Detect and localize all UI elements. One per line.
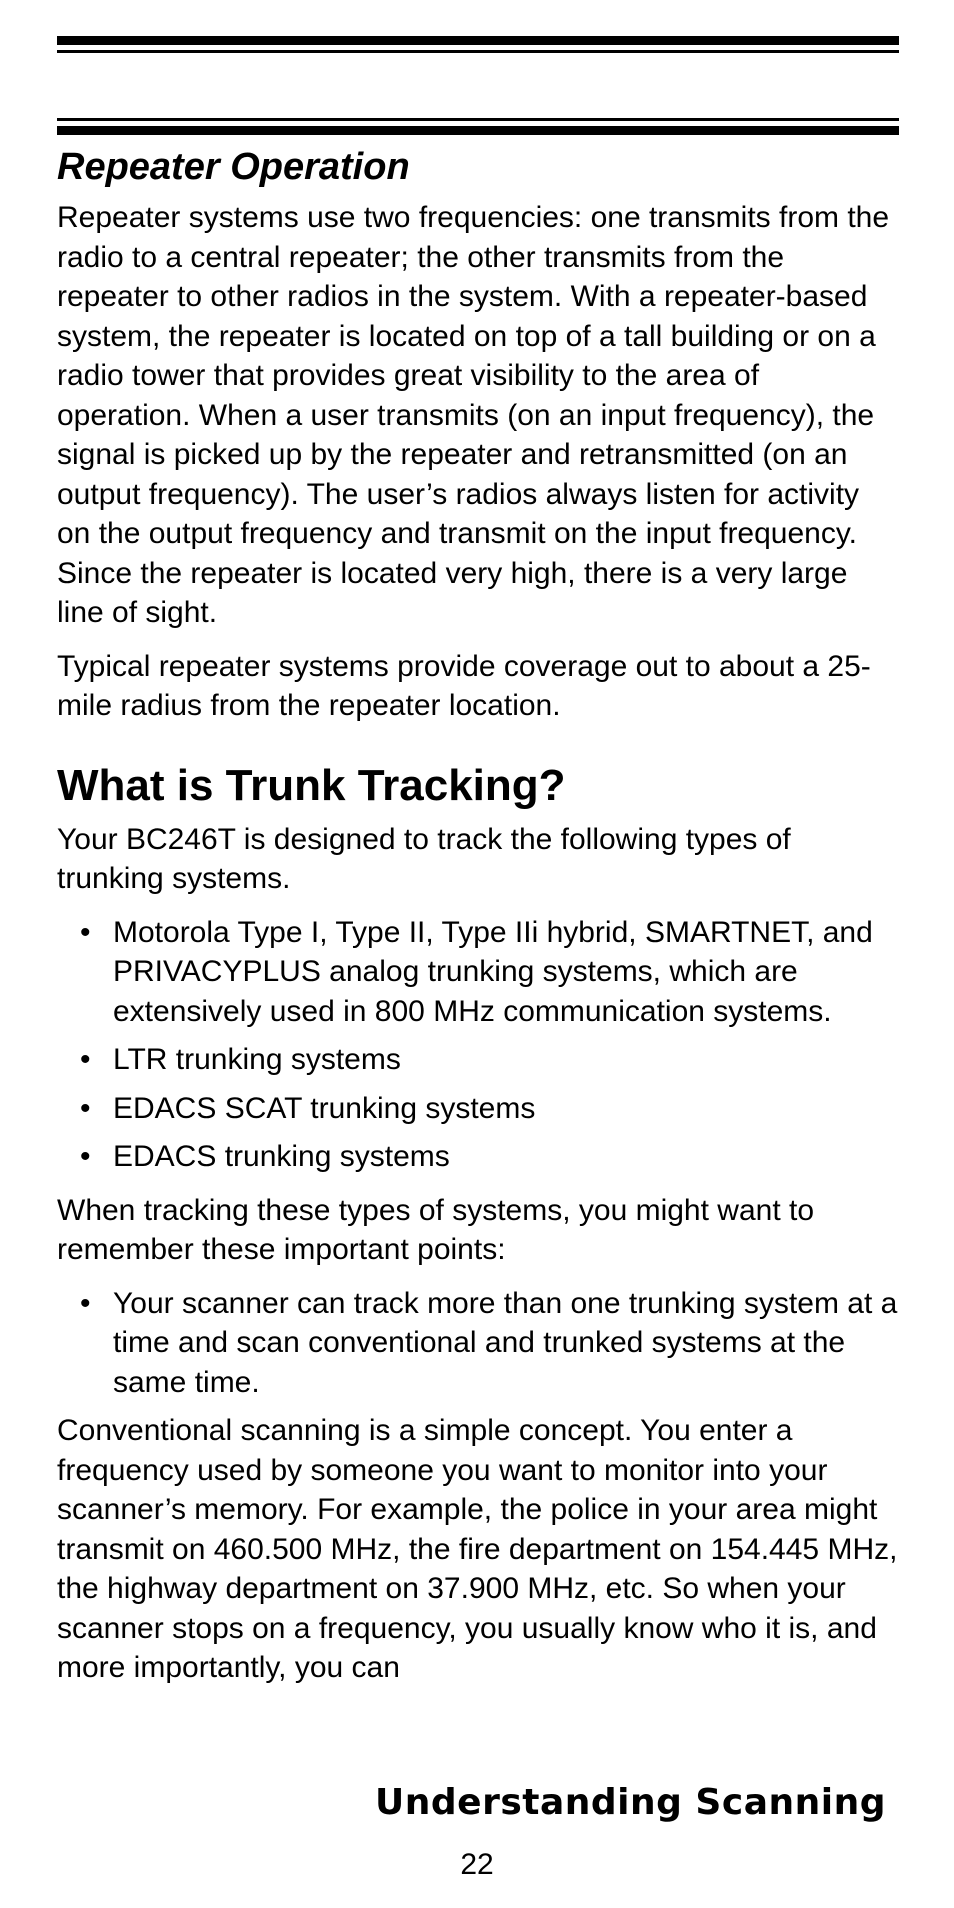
trunking-types-list <box>57 913 899 1177</box>
page-number: 22 <box>460 1848 494 1881</box>
conventional-scanning-paragraph: Conventional scanning is a simple concept. You enter a frequency used by someone you want to monitor into your scanner’s memory. For example, the police in your area might transmit on 460.500 MHz, the fire department on 154.445 MHz, the highway department on 37.900 MHz, etc. So when your scanner stops on a frequency, you usually know who it is, and more importantly, you can <box>57 1414 898 1684</box>
repeater-paragraph-2: Typical repeater systems provide coverage out to about a 25-mile radius from the repeater location. <box>57 649 871 722</box>
points-intro-paragraph: When tracking these types of systems, you might want to remember these important points: <box>57 1193 815 1266</box>
section-rule-thick <box>57 126 899 135</box>
page-content <box>57 138 899 1702</box>
trunk-intro-paragraph: Your BC246T is designed to track the following types of trunking systems. <box>57 822 791 895</box>
trunk-tracking-heading: What is Trunk Tracking? <box>57 760 566 810</box>
list-item: • LTR trunking systems <box>57 1040 899 1080</box>
top-rule-thin <box>57 50 899 53</box>
repeater-paragraph-1: Repeater systems use two frequencies: one transmits from the radio to a central repeater; the other transmits from the repeater to other radios in the system. With a repeater-based system, the repeater is located on top of a tall building or on a radio tower that provides great visibility to the area of operation. When a user transmits (on an input frequency), the signal is picked up by the repeater and retransmitted (on an output frequency). The user’s radios always listen for activity on the output frequency and transmit on the input frequency. Since the repeater is located very high, there is a very large line of sight. <box>57 201 890 629</box>
list-item: • Your scanner can track more than one trunking system at a time and scan conventional and trunked systems at the same time. <box>57 1284 899 1403</box>
list-item: • EDACS trunking systems <box>57 1137 899 1177</box>
top-rule-thick <box>57 36 899 45</box>
important-points-list <box>57 1284 899 1403</box>
repeater-heading: Repeater Operation <box>57 146 410 188</box>
section-rule-thin <box>57 118 899 121</box>
footer-section-title: Understanding Scanning <box>375 1782 886 1823</box>
list-item: • EDACS SCAT trunking systems <box>57 1089 899 1129</box>
list-item: • Motorola Type I, Type II, Type IIi hybrid, SMARTNET, and PRIVACYPLUS analog trunking systems, which are extensively used in 800 MHz communication systems. <box>57 913 899 1032</box>
